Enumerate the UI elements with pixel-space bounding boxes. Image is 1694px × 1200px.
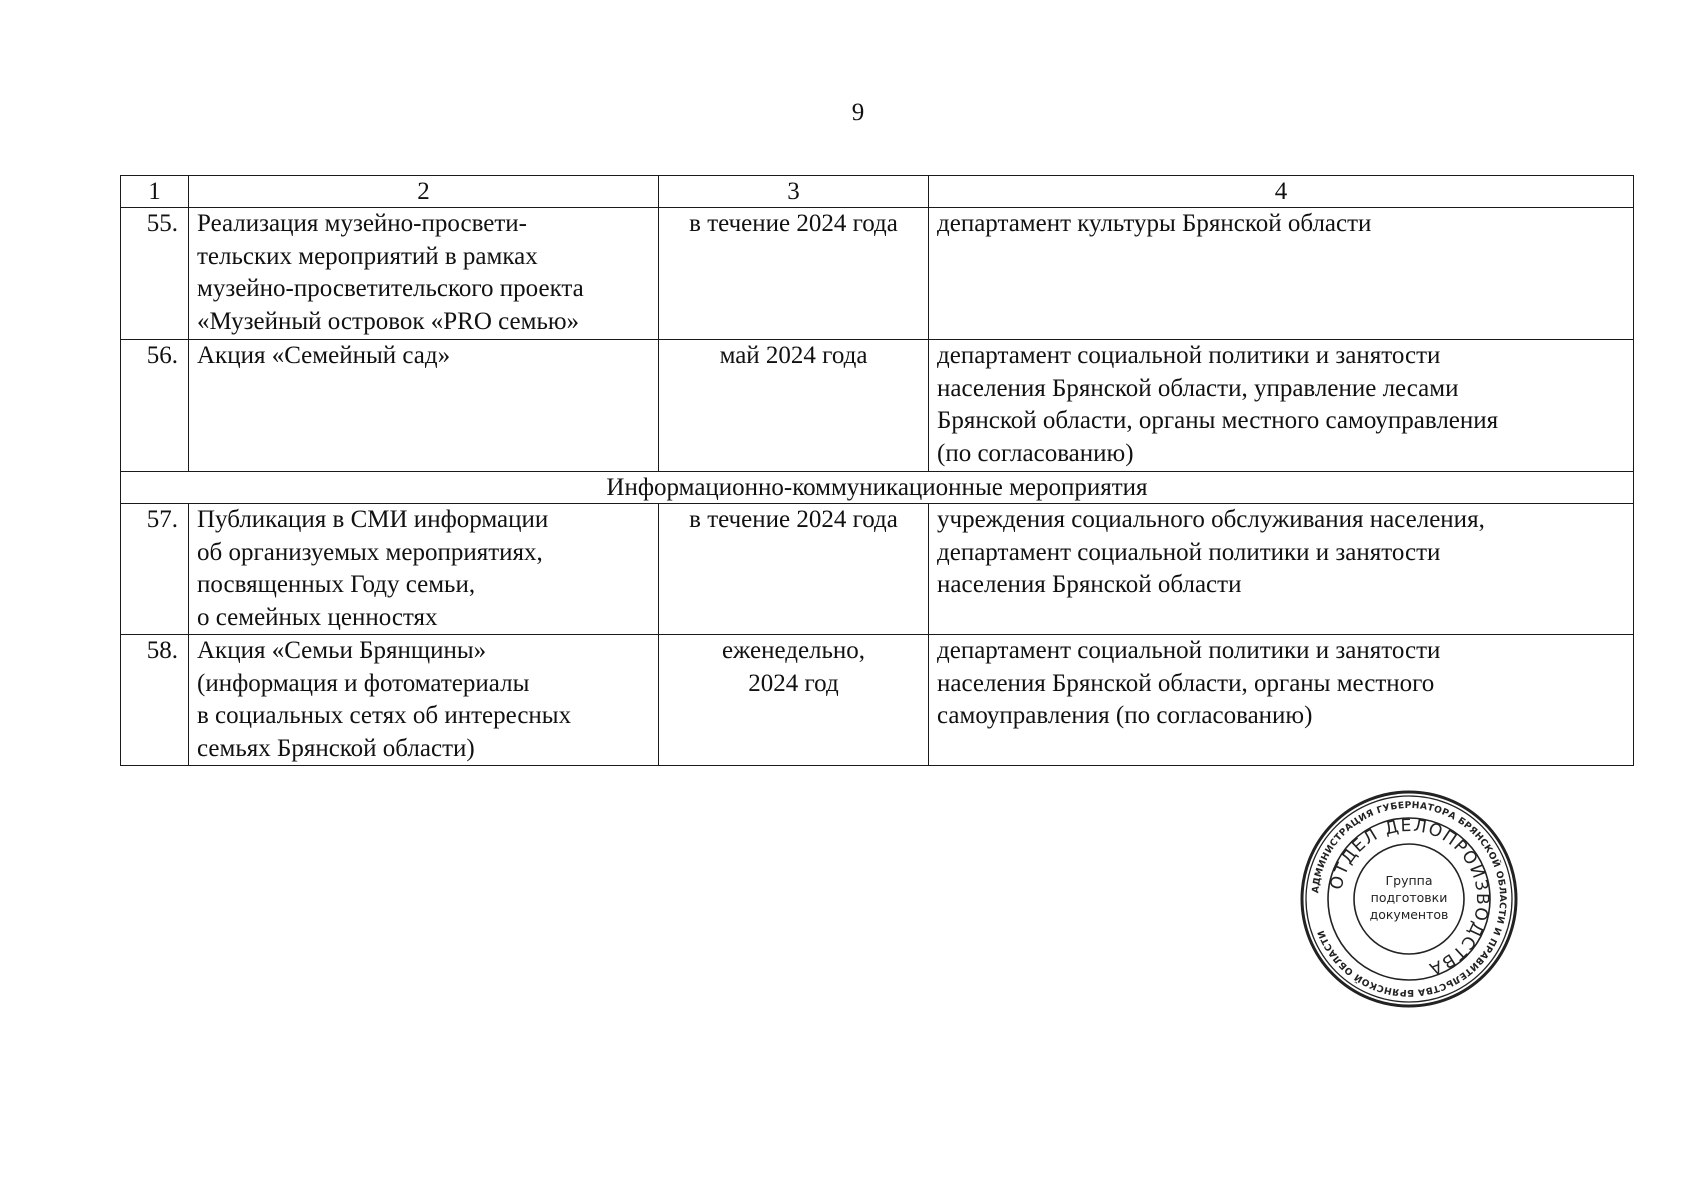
table-row	[121, 635, 1634, 766]
responsible-text-line: населения Брянской области, органы местного	[937, 669, 1435, 697]
column-header: 1	[121, 176, 189, 208]
responsible-text-line: Брянской области, органы местного самоуправления	[937, 407, 1499, 434]
responsible-cell	[929, 504, 1634, 635]
timing-text-line: 2024 год	[748, 669, 839, 697]
row-number: 55.	[121, 208, 189, 340]
timing-cell	[659, 208, 929, 340]
official-stamp	[1299, 789, 1519, 1009]
timing-text-line: май 2024 года	[719, 342, 868, 369]
timing-cell	[659, 340, 929, 472]
row-number: 58.	[121, 635, 189, 766]
event-cell	[189, 504, 659, 635]
event-text-line: о семейных ценностях	[197, 603, 438, 631]
event-text-line: тельских мероприятий в рамках	[197, 242, 538, 270]
event-text-line: в социальных сетях об интересных	[197, 702, 572, 729]
stamp-outer-text: АДМИНИСТРАЦИЯ ГУБЕРНАТОРА БРЯНСКОЙ ОБЛАСТИ И ПРАВИТЕЛЬСТВА БРЯНСКОЙ ОБЛАСТИ	[1310, 799, 1509, 999]
stamp-middle-text: ОТДЕЛ ДЕЛОПРОИЗВОДСТВА	[1326, 815, 1493, 979]
table-row	[121, 208, 1634, 340]
responsible-text-line: населения Брянской области, управление лесами	[937, 374, 1459, 402]
event-text-line: Реализация музейно-просвети-	[197, 210, 527, 237]
responsible-text-line: самоуправления (по согласованию)	[937, 702, 1313, 729]
responsible-cell	[929, 340, 1634, 472]
page-number: 9	[851, 99, 865, 126]
responsible-text-line: учреждения социального обслуживания населения,	[937, 506, 1485, 533]
stamp-center-text	[1370, 873, 1449, 922]
responsible-text-line: департамент культуры Брянской области	[937, 210, 1372, 237]
event-cell	[189, 208, 659, 340]
table-row	[121, 340, 1634, 472]
event-text-line: «Музейный островок «PRO семью»	[197, 307, 580, 335]
event-text-line: Публикация в СМИ информации	[197, 506, 549, 533]
event-text-line: посвященных Году семьи,	[197, 571, 476, 598]
timing-text-line: еженедельно,	[721, 637, 866, 664]
event-text-line: музейно-просветительского проекта	[197, 275, 584, 302]
column-header: 4	[929, 176, 1634, 208]
responsible-text-line: департамент социальной политики и занятости	[937, 538, 1441, 566]
column-header: 2	[189, 176, 659, 208]
responsible-text-line: департамент социальной политики и занятости	[937, 342, 1441, 369]
row-number: 57.	[121, 504, 189, 635]
section-row	[121, 472, 1634, 504]
timing-cell	[659, 504, 929, 635]
column-header: 3	[659, 176, 929, 208]
table-row	[121, 504, 1634, 635]
event-text-line: семьях Брянской области)	[197, 734, 475, 762]
event-text-line: (информация и фотоматериалы	[197, 669, 530, 697]
row-number: 56.	[121, 340, 189, 472]
events-table	[120, 175, 1634, 766]
responsible-text-line: населения Брянской области	[937, 571, 1242, 598]
event-text-line: об организуемых мероприятиях,	[197, 538, 543, 566]
responsible-cell	[929, 208, 1634, 340]
event-cell	[189, 635, 659, 766]
responsible-text-line: (по согласованию)	[937, 439, 1134, 467]
section-title: Информационно-коммуникационные мероприятия	[121, 472, 1634, 504]
stamp-center-line: подготовки	[1370, 890, 1448, 905]
event-cell	[189, 340, 659, 472]
timing-text-line: в течение 2024 года	[689, 210, 898, 237]
event-text-line: Акция «Семейный сад»	[197, 342, 451, 369]
responsible-cell	[929, 635, 1634, 766]
timing-cell	[659, 635, 929, 766]
column-number-header-row	[121, 176, 1634, 208]
stamp-center-line: Группа	[1385, 873, 1433, 888]
stamp-center-line: документов	[1369, 907, 1449, 922]
responsible-text-line: департамент социальной политики и занятости	[937, 637, 1441, 664]
event-text-line: Акция «Семьи Брянщины»	[197, 637, 487, 664]
timing-text-line: в течение 2024 года	[689, 506, 898, 533]
